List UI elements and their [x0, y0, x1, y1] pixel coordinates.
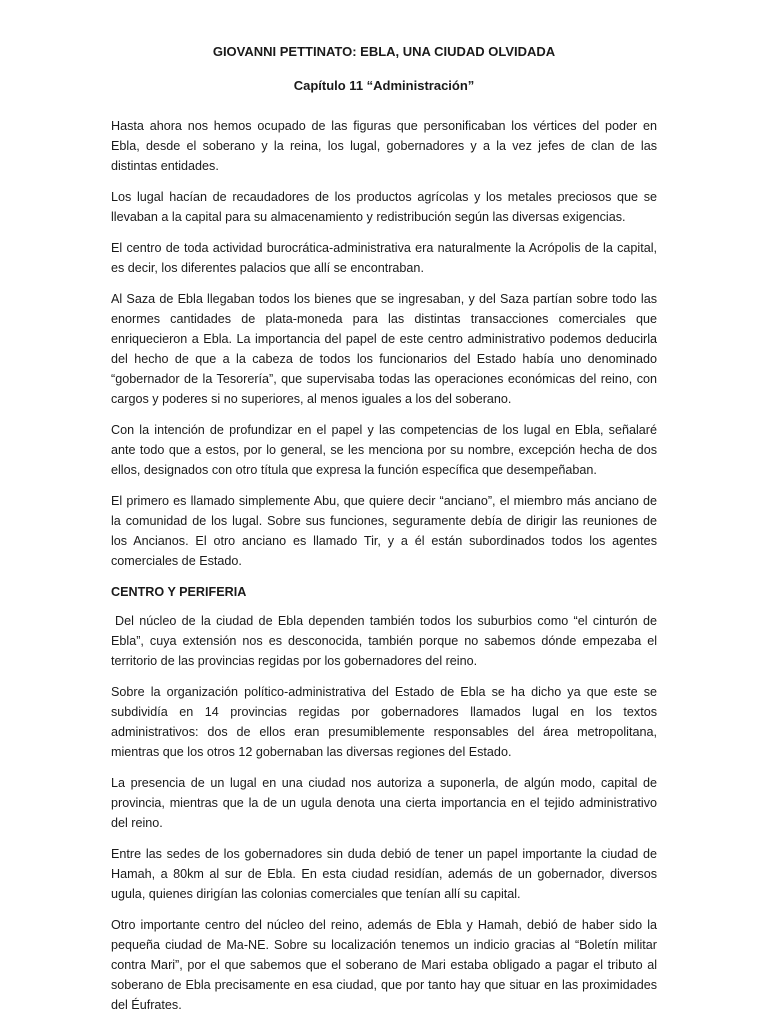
section-paragraph: Entre las sedes de los gobernadores sin duda debió de tener un papel importante la ciudad de Hamah, a 80km al sur de Ebla. En esta ciudad residían, además de un gobernador, diversos ugula, quienes dirigían las colonias comerciales que tenían allí su capital. [111, 847, 657, 901]
section-heading: CENTRO Y PERIFERIA [111, 585, 247, 599]
section-paragraph: Otro importante centro del núcleo del reino, además de Ebla y Hamah, debió de haber sido la pequeña ciudad de Ma-NE. Sobre su localización tenemos un indicio gracias al “Boletín militar contra Mari”, por el que sabemos que el soberano de Mari estaba obligado a pagar el tributo al soberano de Ebla precisamente en esa ciudad, que por tanto hay que situar en las proximidades del Éufrates. [111, 918, 657, 1012]
chapter-title: Capítulo 11 “Administración” [293, 78, 475, 93]
document-body [111, 116, 657, 1026]
body-paragraph: Al Saza de Ebla llegaban todos los bienes que se ingresaban, y del Saza partían sobre todo las enormes cantidades de plata-moneda para las distintas transacciones comerciales que enriquecieron a Ebla. La importancia del papel de este centro administrativo podemos deducirla del hecho de que a la cabeza de todos los funcionarios del Estado había uno denominado “gobernador de la Tesorería”, que supervisaba todas las operaciones económicas del reino, con cargos y poderes si no superiores, al menos iguales a los del soberano. [111, 292, 657, 406]
body-paragraph: Los lugal hacían de recaudadores de los productos agrícolas y los metales preciosos que se llevaban a la capital para su almacenamiento y redistribución según las diversas exigencias. [111, 190, 657, 224]
body-paragraph: El primero es llamado simplemente Abu, que quiere decir “anciano”, el miembro más anciano de la comunidad de los lugal. Sobre sus funciones, seguramente debía de dirigir las reuniones de los Ancianos. El otro anciano es llamado Tir, y a él están subordinados todos los agentes comerciales de Estado. [111, 494, 657, 568]
body-paragraph: El centro de toda actividad burocrática-administrativa era naturalmente la Acrópolis de la capital, es decir, los diferentes palacios que allí se encontraban. [111, 241, 657, 275]
section-paragraph: Del núcleo de la ciudad de Ebla dependen también todos los suburbios como “el cinturón de Ebla”, cuya extensión nos es desconocida, también porque no sabemos dónde empezaba el territorio de las provincias regidas por los gobernadores del reino. [111, 614, 657, 668]
section-paragraph: Sobre la organización político-administrativa del Estado de Ebla se ha dicho ya que este se subdividía en 14 provincias regidas por gobernadores llamados lugal en los textos administrativos: dos de ellos eran presumiblemente responsables del área metropolitana, mientras que los otros 12 gobernaban las diversas regiones del Estado. [111, 685, 657, 759]
section-paragraph: La presencia de un lugal en una ciudad nos autoriza a suponerla, de algún modo, capital de provincia, mientras que la de un ugula denota una cierta importancia en el tejido administrativo del reino. [111, 776, 657, 830]
body-paragraph: Con la intención de profundizar en el papel y las competencias de los lugal en Ebla, señalaré ante todo que a estos, por lo general, se les menciona por su nombre, excepción hecha de dos ellos, designados con otro títula que expresa la función específica que desempeñaban. [111, 423, 657, 477]
body-paragraph: Hasta ahora nos hemos ocupado de las figuras que personificaban los vértices del poder en Ebla, desde el soberano y la reina, los lugal, gobernadores y a la vez jefes de clan de las distintas entidades. [111, 119, 657, 173]
document-title: GIOVANNI PETTINATO: EBLA, UNA CIUDAD OLVIDADA [212, 44, 556, 59]
